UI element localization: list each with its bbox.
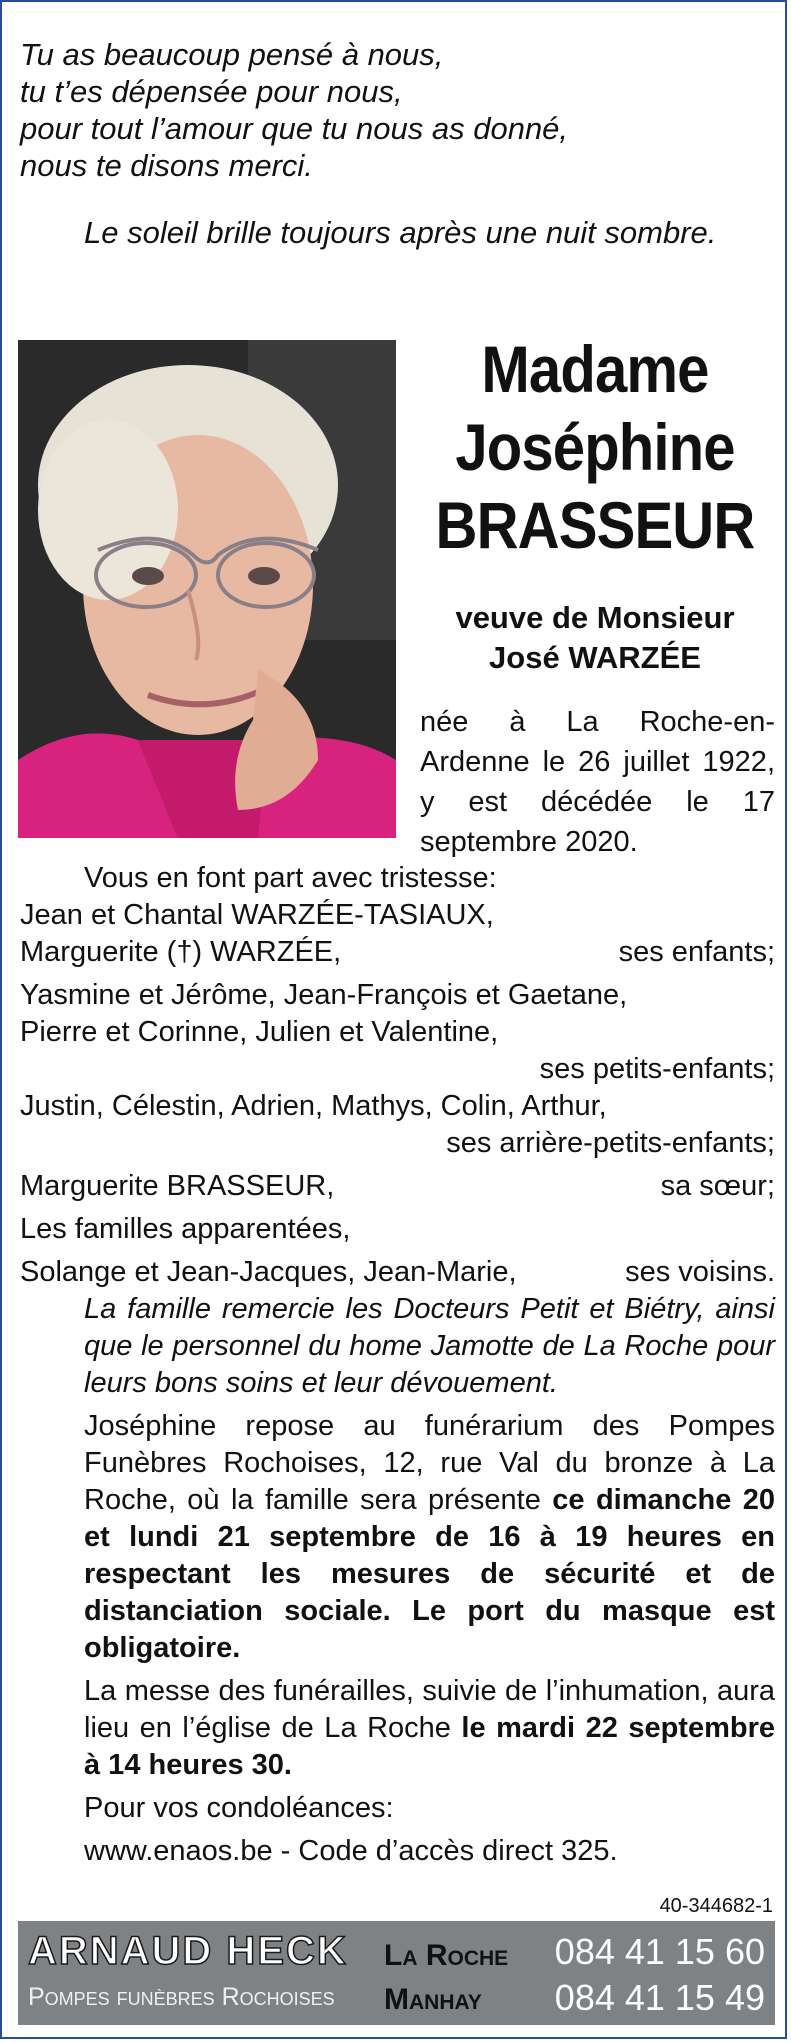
poem-line: nous te disons merci. [20, 148, 313, 183]
family-names: Pierre et Corinne, Julien et Valentine, [20, 1016, 499, 1048]
family-row [20, 977, 775, 1014]
family-row [20, 1088, 775, 1125]
announcement-body [20, 860, 775, 1870]
family-names: Marguerite (†) WARZÉE, [20, 936, 342, 968]
family-relation: ses voisins. [625, 1256, 775, 1288]
company-name: ARNAUD HECK [28, 1929, 348, 1973]
family-names: Justin, Célestin, Adrien, Mathys, Colin, Arthur, [20, 1090, 607, 1122]
family-relation: sa sœur; [660, 1170, 775, 1202]
website-link[interactable]: www.enaos.be - Code d’accès direct 325. [84, 1835, 618, 1867]
mass-text: La messe des funérailles, suivie de l’inhumation, aura lieu en l’église de La Roche [84, 1675, 775, 1744]
family-row [20, 1051, 775, 1088]
widow-line: José WARZÉE [489, 640, 701, 675]
family-row [20, 1125, 775, 1162]
family-names: Yasmine et Jérôme, Jean-François et Gaetane, [20, 979, 628, 1011]
family-row [20, 1254, 775, 1291]
mass-date: le mardi 22 septembre à 14 heures 30. [84, 1712, 775, 1781]
family-row [20, 1168, 775, 1205]
widow-line: veuve de Monsieur [455, 600, 735, 635]
poem-motto: Le soleil brille toujours après une nuit sombre. [84, 215, 717, 250]
city-la-roche: La Roche [384, 1939, 509, 1972]
family-names: Solange et Jean-Jacques, Jean-Marie, [20, 1256, 517, 1288]
family-row [20, 934, 775, 971]
family-row [20, 897, 775, 934]
family-relation: ses petits-enfants; [539, 1053, 775, 1085]
deceased-name [410, 330, 780, 564]
poem [20, 36, 775, 251]
name-first: Joséphine [455, 410, 735, 484]
portrait-photo [18, 340, 396, 838]
funeral-home-banner [18, 1921, 775, 2025]
phone-la-roche[interactable]: 084 41 15 60 [554, 1931, 765, 1972]
name-title: Madame [481, 332, 709, 406]
thanks-paragraph: La famille remercie les Docteurs Petit et Biétry, ainsi que le personnel du home Jamotte de La Roche pour leurs bons soins et leur dévouement. [84, 1293, 775, 1399]
family-names: Marguerite BRASSEUR, [20, 1170, 335, 1202]
family-row [20, 1211, 775, 1248]
intro-line: Vous en font part avec tristesse: [84, 862, 497, 894]
poem-line: Tu as beaucoup pensé à nous, [20, 37, 444, 72]
reference-number: 40-344682-1 [659, 1895, 773, 1917]
city-manhay: Manhay [384, 1983, 482, 2016]
birth-death-info: née à La Roche-en-Ardenne le 26 juillet 1922, y est décédée le 17 septembre 2020. [420, 706, 775, 858]
family-relation: ses arrière-petits-enfants; [446, 1127, 775, 1159]
family-list [20, 897, 775, 1291]
name-last: BRASSEUR [435, 488, 755, 562]
mass-paragraph [20, 1673, 775, 1784]
condolences-line: Pour vos condoléances: [84, 1792, 394, 1824]
rest-text: Joséphine repose au funérarium des Pompes Funèbres Rochoises, 12, rue Val du bronze à La Roche, où la famille sera présente [84, 1410, 775, 1516]
family-names: Les familles apparentées, [20, 1213, 351, 1245]
poem-line: pour tout l’amour que tu nous as donné, [20, 111, 569, 146]
family-names: Jean et Chantal WARZÉE-TASIAUX, [20, 899, 494, 931]
company-subtitle: Pompes funèbres Rochoises [28, 1983, 335, 2011]
rest-schedule: ce dimanche 20 et lundi 21 septembre de 16 à 19 heures en respectant les mesures de sécurité et de distanciation sociale. Le port du masque est obligatoire. [84, 1484, 775, 1664]
poem-line: tu t’es dépensée pour nous, [20, 74, 403, 109]
widow-of [410, 598, 780, 678]
family-relation: ses enfants; [618, 936, 775, 968]
phone-manhay[interactable]: 084 41 15 49 [554, 1977, 765, 2018]
family-row [20, 1014, 775, 1051]
rest-paragraph [20, 1408, 775, 1667]
